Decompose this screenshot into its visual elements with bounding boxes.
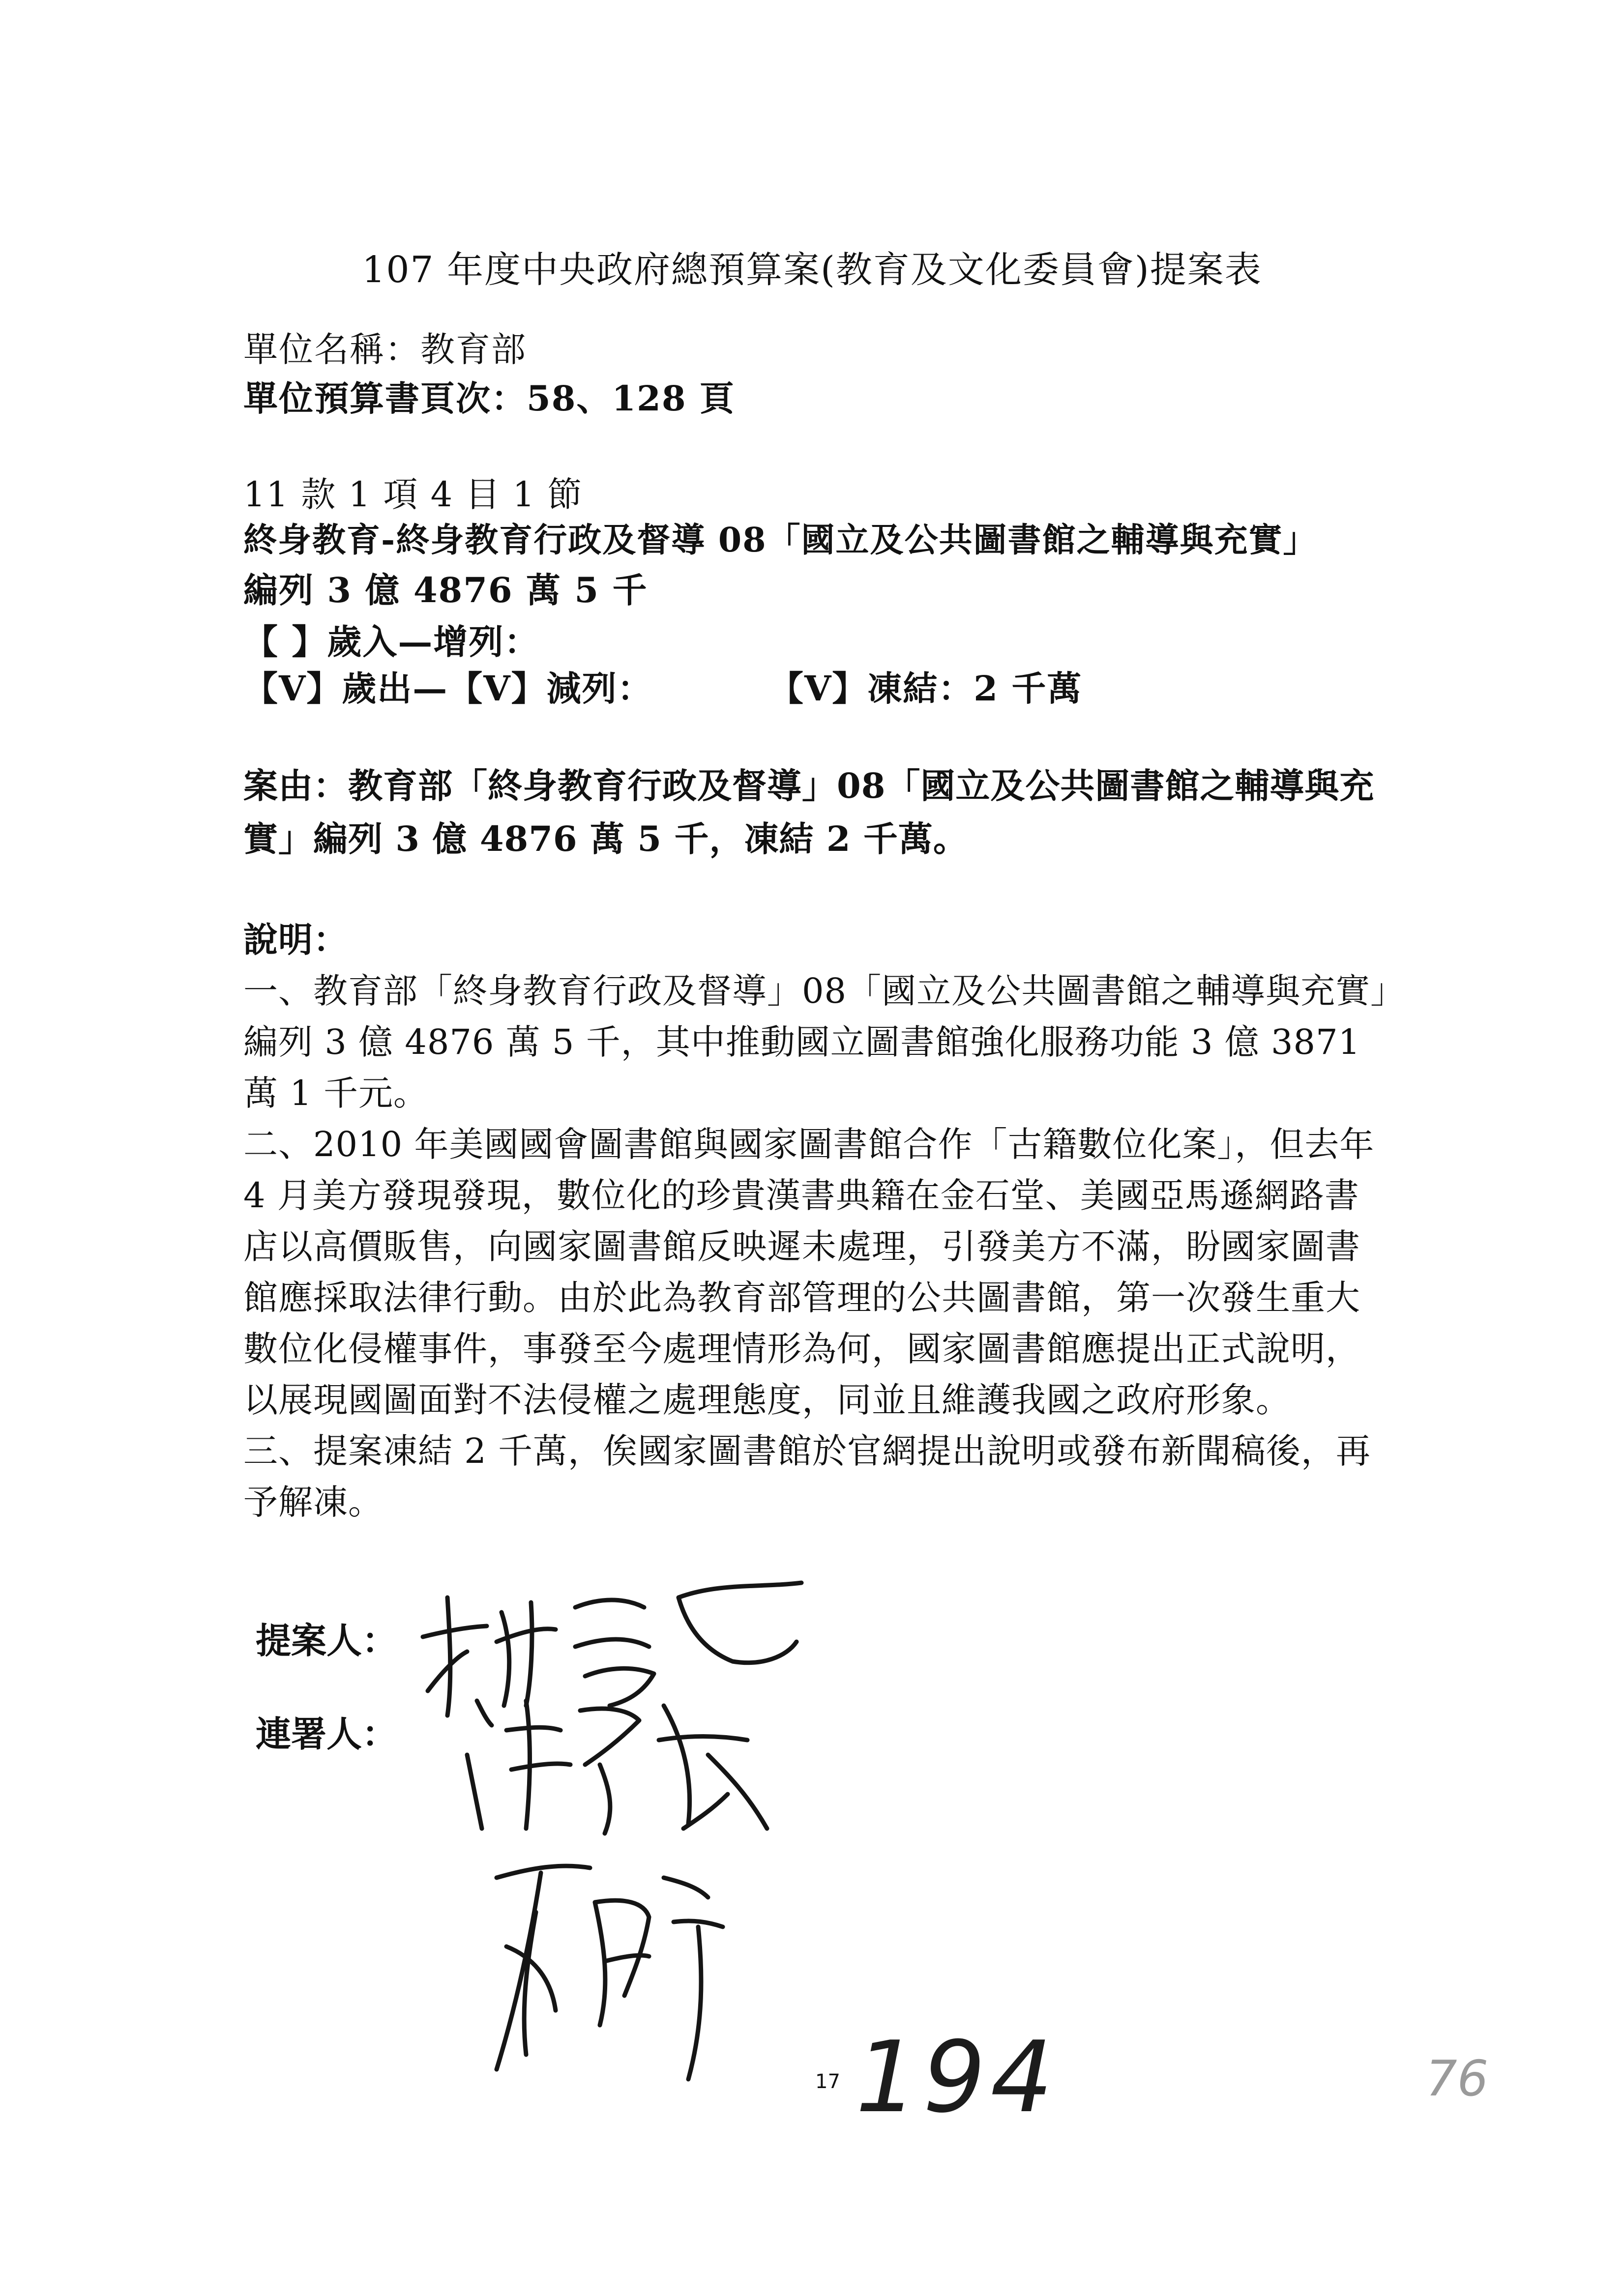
stamped-number: 76 [1426, 2050, 1489, 2107]
proposal-reason: 案由：教育部「終身教育行政及督導」08「國立及公共圖書館之輔導與充實」編列 3 億 4876 萬 5 千，凍結 2 千萬。 [243, 765, 1375, 859]
cosigner-signature-1 [452, 1681, 797, 1843]
handwritten-page-number: 194 [856, 2020, 1058, 2135]
document-title: 107 年度中央政府總預算案(教育及文化委員會)提案表 [362, 249, 1262, 291]
unit-budget-pages: 單位預算書頁次：58、128 頁 [243, 378, 735, 419]
expenditure-row [243, 661, 1097, 711]
explanation-point-1: 一、教育部「終身教育行政及督導」08「國立及公共圖書館之輔導與充實」編列 3 億 4876 萬 5 千，其中推動國立圖書館強化服務功能 3 億 3871 萬 1 千元。 [243, 971, 1388, 1113]
explanation-point-2: 二、2010 年美國國會圖書館與國家圖書館合作「古籍數位化案」，但去年 4 月美方發現發現，數位化的珍貴漢書典籍在金石堂、美國亞馬遜網路書店以高價販售，向國家圖書館反映遲未處理，引發美方不滿，盼國家圖書館應採取法律行動。由於此為教育部管理的公共圖書館，第一次發生重大數位化侵權事件，事發至今處理情形為何，國家圖書館應提出正式說明，以展現國圖面對不法侵權之處理態度，同並且維護我國之政府形象。 [243, 1124, 1375, 1420]
budget-program: 終身教育-終身教育行政及督導 08「國立及公共圖書館之輔導與充實」 [243, 521, 1318, 560]
explanation-heading: 說明： [243, 919, 348, 960]
cosigner-signature-2 [477, 1848, 733, 2084]
explanation-point-3: 三、提案凍結 2 千萬，俟國家圖書館於官網提出說明或發布新聞稿後，再予解凍。 [243, 1431, 1371, 1522]
budget-amount: 編列 3 億 4876 萬 5 千 [243, 570, 648, 610]
proposer-label: 提案人： [256, 1620, 398, 1661]
page-number: 17 [815, 2070, 840, 2093]
unit-name: 單位名稱：教育部 [243, 329, 527, 370]
explanation-section [243, 914, 1389, 1528]
revenue-increase: 【 】歲入—增列： [243, 621, 540, 662]
budget-section: 11 款 1 項 4 目 1 節 [243, 474, 583, 515]
cosigner-label: 連署人： [256, 1713, 398, 1755]
expenditure-decrease: 【V】歲出—【V】減列： [243, 668, 653, 709]
freeze-amount: 【V】凍結：2 千萬 [769, 668, 1083, 709]
